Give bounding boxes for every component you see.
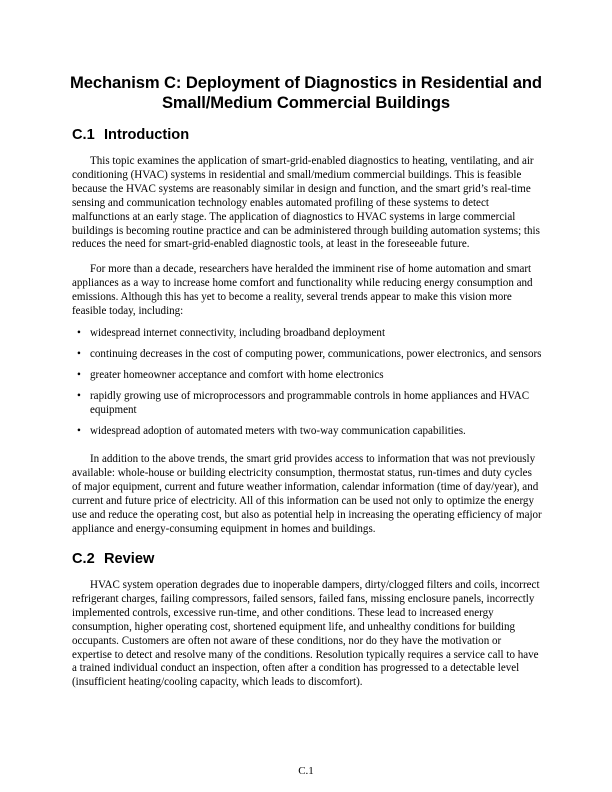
text-line: buildings is becoming routine practice and can be administered through building automation systems; this [72,224,540,237]
section-heading-review [72,551,154,568]
text-line: sensing and communication technology enables automated profiling of these systems to detect [72,196,489,209]
intro-paragraph-1 [72,155,548,252]
section-title: Introduction [104,127,190,143]
section-number: C.1 [72,127,95,143]
text-line: a trained individual conduct an inspection, often after a condition has progressed to a detectable level [72,662,520,675]
text-line: refrigerant charges, failing compressors, failed sensors, failed fans, missing enclosure panels, incorrectly [72,592,535,605]
text-line: In addition to the above trends, the smart grid provides access to information that was not previously [90,453,536,465]
list-item-text: greater homeowner acceptance and comfort with home electronics [90,369,384,381]
list-item [72,390,548,418]
review-paragraph-1 [72,579,548,690]
text-line: reduces the need for smart-grid-enabled diagnostic tools, at least in the foreseeable future. [72,238,470,251]
text-line: conditioning (HVAC) systems in residential and small/medium commercial buildings. This is feasible [72,168,522,181]
page-number: C.1 [298,765,314,777]
section-title: Review [104,551,155,567]
text-line: occupants. Customers are often not aware of these conditions, nor do they have the motivation or [72,634,502,647]
text-line: consumption, higher operating cost, shortened equipment life, and unhealthy conditions for building [72,620,516,633]
text-line: because the HVAC systems are reasonably similar in design and function, and the smart grid’s real-time [72,182,531,195]
text-line: use and reduce the operating cost, but also as potential help in increasing the operating efficiency of major [72,508,542,521]
text-line: malfunctions at an early stage. The application of diagnostics to HVAC systems in large commercial [72,210,516,223]
list-item [72,327,548,341]
list-item-text: widespread adoption of automated meters with two-way communication capabilities. [90,425,466,437]
list-item-text: equipment [90,403,137,416]
text-line: This topic examines the application of smart-grid-enabled diagnostics to heating, ventilating, and air [90,155,534,167]
text-line: appliances as a way to increase home comfort and functionality while reducing energy consumption and [72,276,533,289]
intro-paragraph-2 [72,263,548,319]
text-line: feasible today, including: [72,304,184,317]
text-line: expertise to detect and resolve many of the conditions. Resolution typically requires a service call to have [72,648,539,661]
section-heading-introduction [72,127,189,144]
list-item [72,425,548,439]
bullet-icon: • [77,425,81,437]
text-line: available: whole-house or building electricity consumption, thermostat status, run-times and duty cycles [72,466,532,479]
bullet-icon: • [77,348,81,360]
list-item [72,369,548,383]
page-title [60,73,552,112]
title-line: Mechanism C: Deployment of Diagnostics in Residential and [70,73,542,92]
bullet-icon: • [77,327,81,339]
text-line: appliance and energy-consuming equipment in homes and buildings. [72,522,376,535]
text-line: emissions. Although this has yet to become a reality, several trends appear to make this vision more [72,290,512,303]
list-item-text: continuing decreases in the cost of computing power, communications, power electronics, and sensors [90,348,542,360]
section-number: C.2 [72,551,95,567]
text-line: implemented controls, excessive run-time, and other conditions. These lead to increased energy [72,606,494,619]
text-line: HVAC system operation degrades due to inoperable dampers, dirty/clogged filters and coils, incorrect [90,579,540,591]
text-line: (insufficient heating/cooling capacity, which leads to discomfort). [72,676,363,689]
bullet-icon: • [77,369,81,381]
list-item-text: widespread internet connectivity, including broadband deployment [90,327,386,339]
title-line: Small/Medium Commercial Buildings [161,92,451,112]
text-line: current and future price of electricity. All of this information can be used not only to optimize the energy [72,494,534,507]
bullet-icon: • [77,390,81,402]
list-item [72,348,548,362]
intro-paragraph-3 [72,453,548,536]
text-line: of major equipment, current and future weather information, calendar information (time of day/year), and [72,480,539,493]
text-line: For more than a decade, researchers have heralded the imminent rise of home automation and smart [90,263,532,275]
list-item-text: rapidly growing use of microprocessors and programmable controls in home appliances and HVAC [90,390,530,402]
